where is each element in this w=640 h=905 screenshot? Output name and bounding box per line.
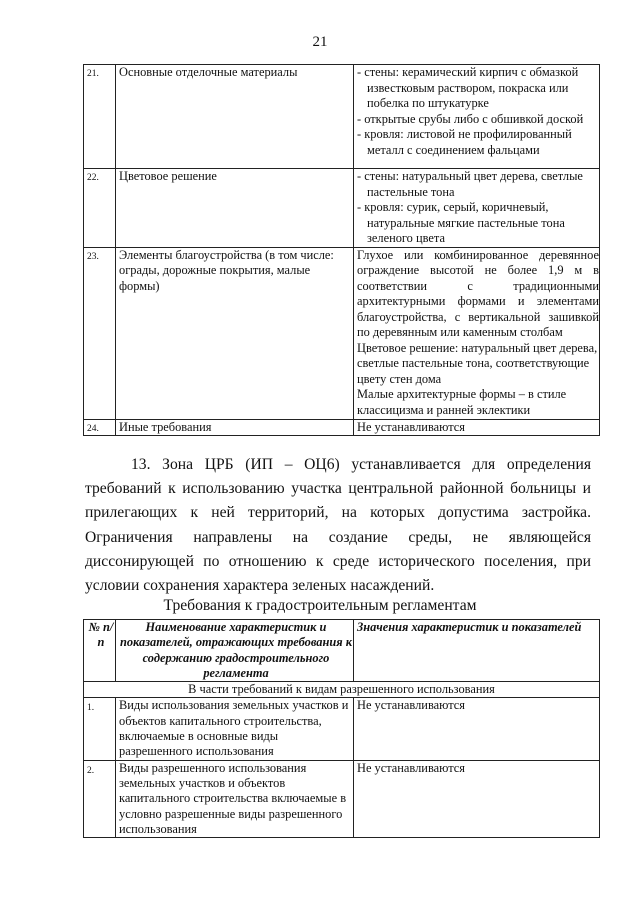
row-values	[354, 169, 600, 248]
row-number: 23.	[84, 247, 116, 419]
value-line: Малые архитектурные формы – в стиле классицизма и ранней эклектики	[357, 387, 567, 417]
row-number: 24.	[84, 419, 116, 436]
row-name: Иные требования	[116, 419, 354, 436]
table-caption: Требования к градостроительным регламентам	[163, 597, 477, 614]
value-line: Глухое или комбинированное деревянное ограждение высотой не более 1,9 м в соответствии с традиционными архитектурными формами и элементами благоустройства, с вертикальной зашивкой по деревянным или каменным столбам	[357, 247, 599, 339]
table-row	[84, 698, 600, 760]
row-name: Элементы благоустройства (в том числе: ограды, дорожные покрытия, малые формы)	[116, 247, 354, 419]
row-values	[354, 419, 600, 436]
row-number: 22.	[84, 169, 116, 248]
table-row	[84, 419, 600, 436]
header-name: Наименование характеристик и показателей, отражающих требования к содержанию градостроительного регламента	[116, 620, 354, 682]
value-line: - стены: керамический кирпич с обмазкой известковым раствором, покраска или побелка по штукатурке	[357, 65, 579, 110]
row-value: Не устанавливаются	[354, 698, 600, 760]
paragraph-text: 13. Зона ЦРБ (ИП – ОЦ6) устанавливается для определения требований к использованию участка центральной районной больницы и прилегающих к ней территорий, на которых допустима застройка. Ограничения направлены на создание среды, не являющейся диссонирующей по отношению к среде исторического поселения, при условии сохранения характера зеленых насаждений.	[85, 456, 591, 595]
row-values	[354, 65, 600, 169]
zone-description-paragraph	[85, 453, 591, 598]
section-title: В части требований к видам разрешенного использования	[84, 682, 600, 698]
row-number: 2.	[84, 760, 116, 837]
value-line: Не устанавливаются	[357, 419, 465, 434]
requirements-table-continued	[83, 64, 600, 436]
value-line: - кровля: листовой не профилированный металл с соединением фальцами	[357, 127, 572, 157]
row-name: Цветовое решение	[116, 169, 354, 248]
row-number: 21.	[84, 65, 116, 169]
value-line: - открытые срубы либо с обшивкой доской	[357, 111, 584, 126]
row-name: Виды разрешенного использования земельных участков и объектов капитального строительства включаемые в условно разрешенные виды разрешенного использования	[116, 760, 354, 837]
row-value: Не устанавливаются	[354, 760, 600, 837]
header-num: № п/п	[84, 620, 116, 682]
value-line: - стены: натуральный цвет дерева, светлые пастельные тона	[357, 169, 583, 199]
row-values	[354, 247, 600, 419]
table-row	[84, 65, 600, 169]
table-row	[84, 760, 600, 837]
value-line: Цветовое решение: натуральный цвет дерева, светлые пастельные тона, соответствующие цвету стен дома	[357, 340, 598, 386]
table-row	[84, 247, 600, 419]
section-row	[84, 682, 600, 698]
row-name: Основные отделочные материалы	[116, 65, 354, 169]
row-number: 1.	[84, 698, 116, 760]
header-values: Значения характеристик и показателей	[354, 620, 600, 682]
row-name: Виды использования земельных участков и объектов капитального строительства, включаемые в основные виды разрешенного использования	[116, 698, 354, 760]
table-row	[84, 169, 600, 248]
table-header-row	[84, 620, 600, 682]
page-number: 21	[312, 34, 328, 50]
regulations-table	[83, 619, 600, 838]
value-line: - кровля: сурик, серый, коричневый, натуральные мягкие пастельные тона зеленого цвета	[357, 200, 565, 245]
